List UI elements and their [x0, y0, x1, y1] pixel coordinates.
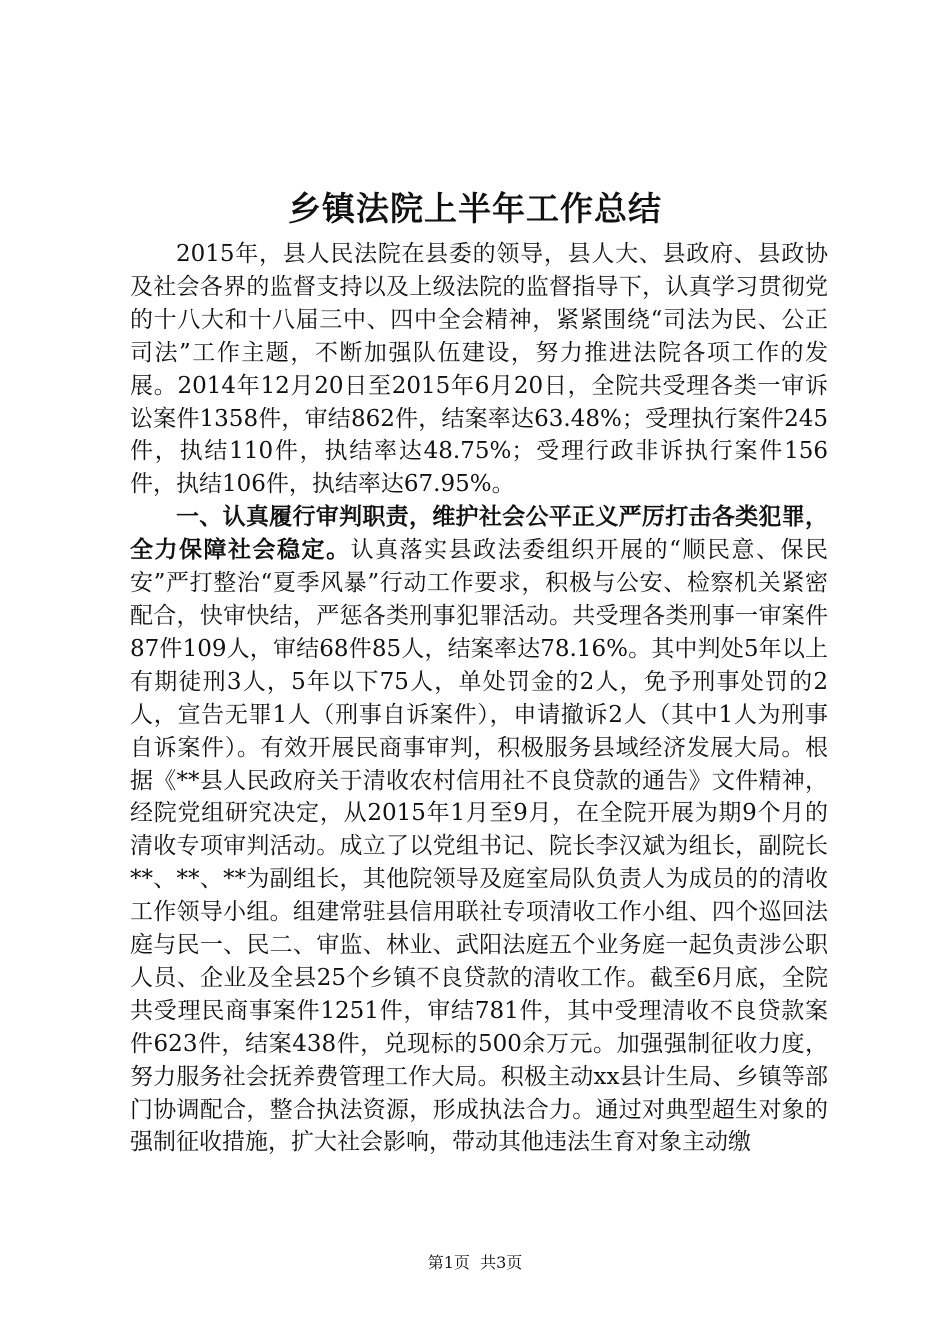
section-body: 认真落实县政法委组织开展的“顺民意、保民安”严打整治“夏季风暴”行动工作要求，积极与公安、检察机关紧密配合，快审快结，严惩各类刑事犯罪活动。共受理各类刑事一审案件87件109人，审结68件85人，结案率达78.16%。其中判处5年以上有期徒刑3人，5年以下75人，单处罚金的2人，免予刑事处罚的2人，宣告无罪1人（刑事自诉案件），申请撤诉2人（其中1人为刑事自诉案件）。有效开展民商事审判，积极服务县域经济发展大局。根据《**县人民政府关于清收农村信用社不良贷款的通告》文件精神，经院党组研究决定，从2015年1月至9月，在全院开展为期9个月的清收专项审判活动。成立了以党组书记、院长李汉斌为组长，副院长**、**、**为副组长，其他院领导及庭室局队负责人为成员的的清收工作领导小组。组建常驻县信用联社专项清收工作小组、四个巡回法庭与民一、民二、审监、林业、武阳法庭五个业务庭一起负责涉公职人员、企业及全县25个乡镇不良贷款的清收工作。截至6月底，全院共受理民商事案件1251件，审结781件，其中受理清收不良贷款案件623件，结案438件，兑现标的500余万元。加强强制征收力度，努力服务社会抚养费管理工作大局。积极主动xx县计生局、乡镇等部门协调配合，整合执法资源，形成执法合力。通过对典型超生对象的强制征收措施，扩大社会影响，带动其他违法生育对象主动缴 [130, 537, 828, 1156]
page-footer [0, 1250, 950, 1273]
page-total: 共3页 [480, 1253, 523, 1272]
footer-spacer [470, 1253, 480, 1272]
paragraph-intro: 2015年，县人民法院在县委的领导，县人大、县政府、县政协及社会各界的监督支持以及上级法院的监督指导下，认真学习贯彻党的十八大和十八届三中、四中全会精神，紧紧围绕“司法为民、公正司法”工作主题，不断加强队伍建设，努力推进法院各项工作的发展。2014年12月20日至2015年6月20日，全院共受理各类一审诉讼案件1358件，审结862件，结案率达63.48%；受理执行案件245件，执结110件，执结率达48.75%；受理行政非诉执行案件156件，执结106件，执结率达67.95%。 [130, 241, 828, 498]
page-number: 第1页 [427, 1253, 470, 1272]
document-title: 乡镇法院上半年工作总结 [288, 189, 662, 228]
document-body [130, 238, 828, 1159]
paragraph-section-1 [130, 501, 828, 1159]
section-heading: 一、认真履行审判职责，维护社会公平正义严厉打击各类犯罪，全力保障社会稳定。 [130, 503, 828, 564]
